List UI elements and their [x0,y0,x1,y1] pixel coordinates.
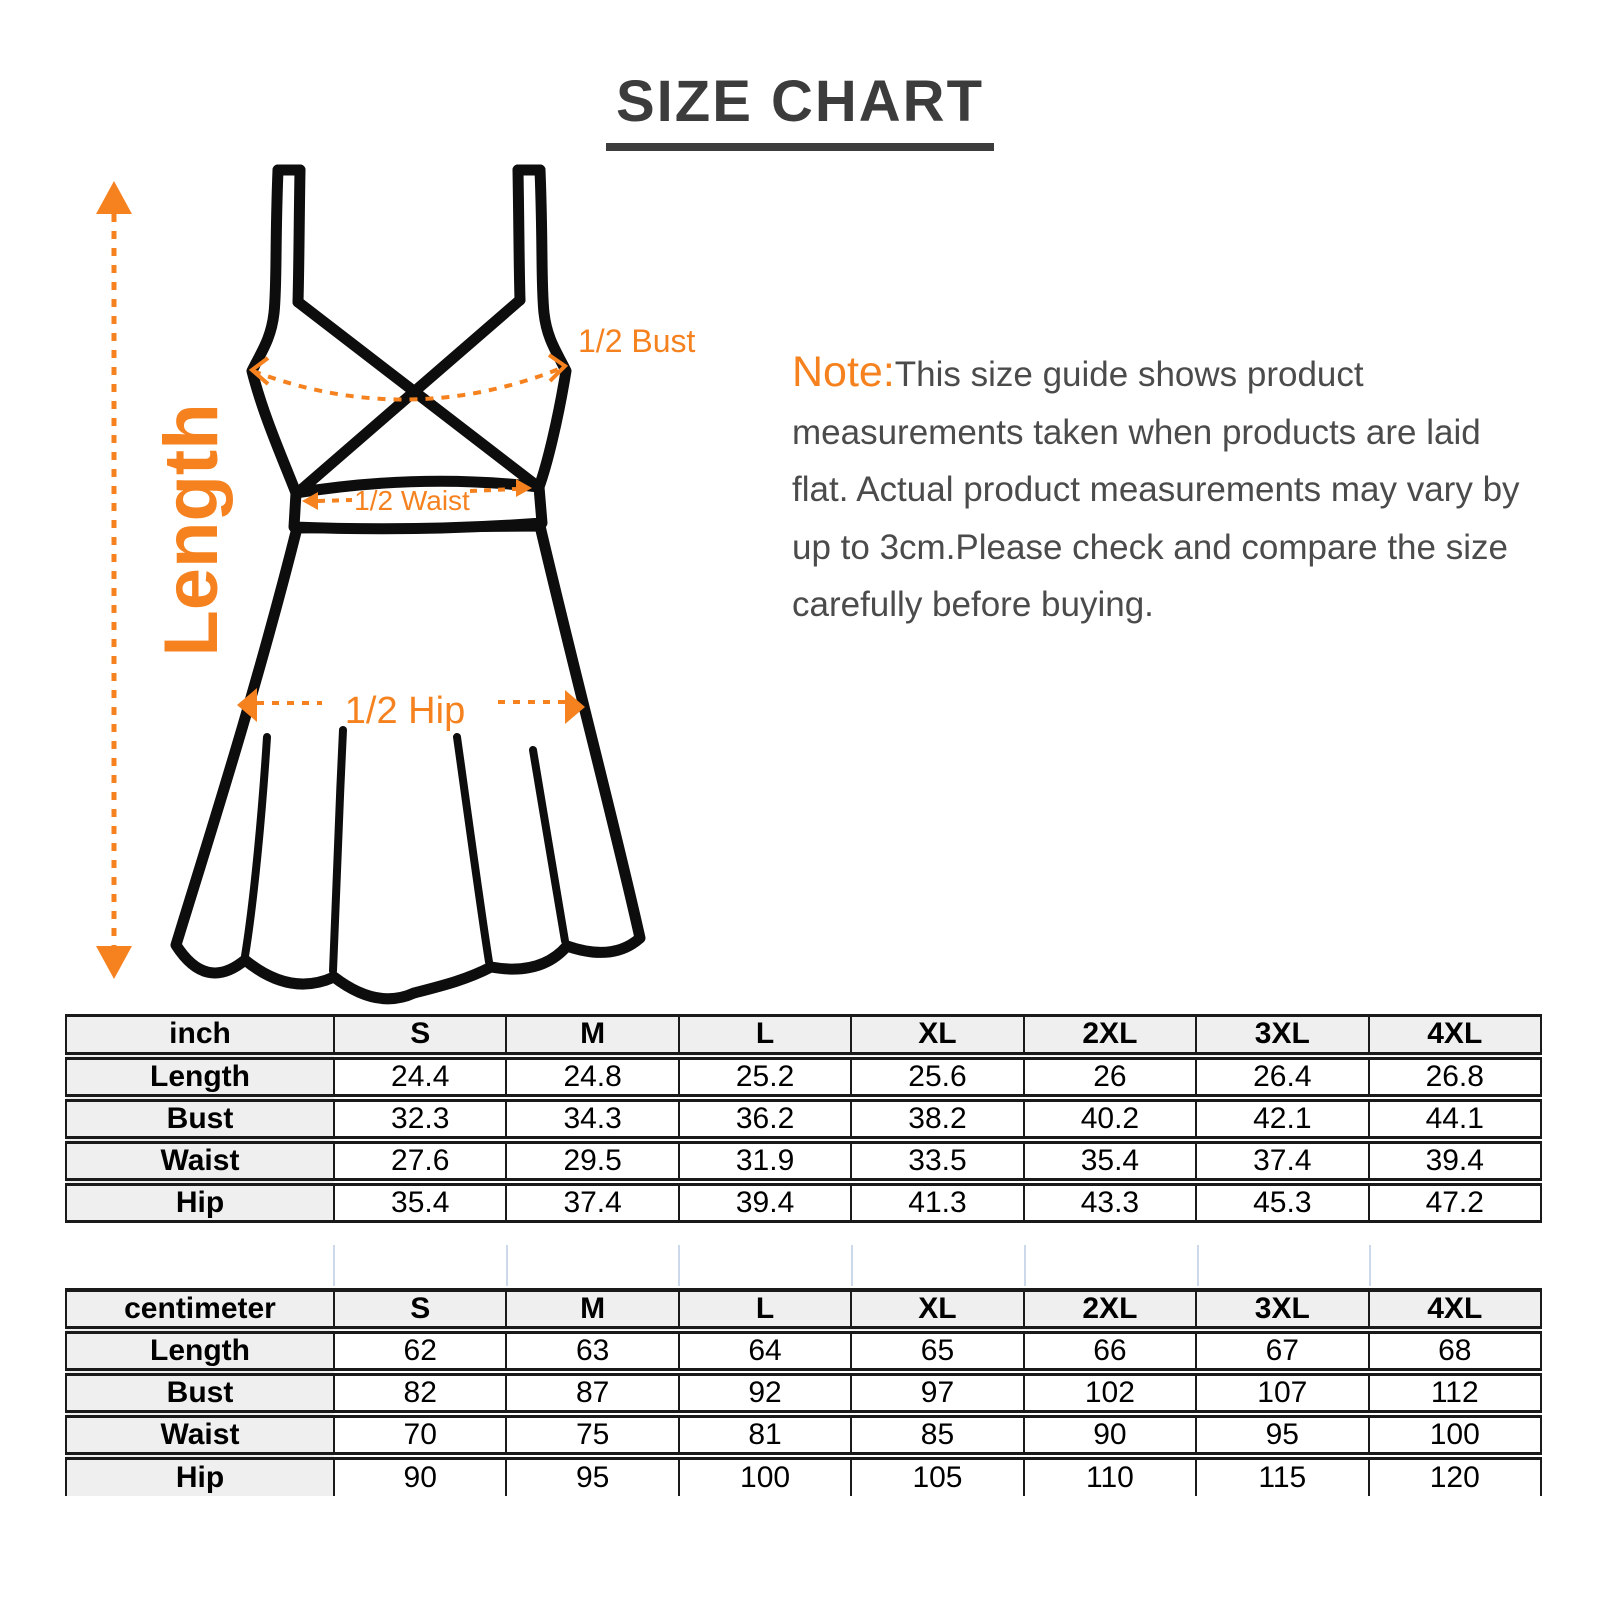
bust-label: 1/2 Bust [578,323,696,359]
unit-header-cell: inch [66,1016,334,1056]
size-header-cell: XL [851,1016,1023,1056]
note-paragraph [792,344,1544,634]
value-cell: 95 [506,1456,678,1496]
value-cell: 26.8 [1369,1056,1541,1098]
value-cell: 82 [334,1372,506,1414]
value-cell: 62 [334,1330,506,1372]
note-label: Note: [792,348,895,396]
header-row [66,1016,1541,1056]
value-cell: 115 [1196,1456,1368,1496]
page-header [0,68,1600,151]
value-cell: 41.3 [851,1182,1023,1222]
size-header-cell: 3XL [1196,1290,1368,1330]
size-header-cell: L [679,1290,851,1330]
value-cell: 34.3 [506,1098,678,1140]
row-label-cell: Hip [66,1456,334,1496]
value-cell: 43.3 [1024,1182,1196,1222]
page-title: SIZE CHART [606,68,994,151]
dress-outline [176,170,640,999]
table-row [66,1330,1541,1372]
value-cell: 75 [506,1414,678,1456]
left-strap-outer [252,170,296,493]
length-label: Length [149,403,235,657]
row-label-cell: Waist [66,1414,334,1456]
value-cell: 97 [851,1372,1023,1414]
value-cell: 26.4 [1196,1056,1368,1098]
column-guide-line [506,1245,508,1286]
column-guide-line [678,1245,680,1286]
value-cell: 107 [1196,1372,1368,1414]
value-cell: 35.4 [1024,1140,1196,1182]
size-header-cell: L [679,1016,851,1056]
value-cell: 68 [1369,1330,1541,1372]
value-cell: 90 [334,1456,506,1496]
value-cell: 37.4 [1196,1140,1368,1182]
size-header-cell: S [334,1290,506,1330]
arrow-up-icon [96,181,132,214]
value-cell: 24.4 [334,1056,506,1098]
column-guide-line [1024,1245,1026,1286]
value-cell: 81 [679,1414,851,1456]
value-cell: 45.3 [1196,1182,1368,1222]
column-guide-line [333,1245,335,1286]
value-cell: 31.9 [679,1140,851,1182]
size-header-cell: S [334,1016,506,1056]
value-cell: 67 [1196,1330,1368,1372]
table-spacer [0,1245,1600,1286]
table-row [66,1414,1541,1456]
value-cell: 112 [1369,1372,1541,1414]
value-cell: 38.2 [851,1098,1023,1140]
size-header-cell: M [506,1290,678,1330]
value-cell: 85 [851,1414,1023,1456]
inch-size-table [65,1014,1542,1223]
value-cell: 32.3 [334,1098,506,1140]
row-label-cell: Length [66,1056,334,1098]
value-cell: 25.6 [851,1056,1023,1098]
size-header-cell: 4XL [1369,1290,1541,1330]
size-header-cell: M [506,1016,678,1056]
row-label-cell: Length [66,1330,334,1372]
value-cell: 25.2 [679,1056,851,1098]
value-cell: 102 [1024,1372,1196,1414]
cm-table-body [66,1330,1541,1496]
value-cell: 27.6 [334,1140,506,1182]
value-cell: 120 [1369,1456,1541,1496]
value-cell: 35.4 [334,1182,506,1222]
arrow-down-icon [96,946,132,979]
unit-header-cell: centimeter [66,1290,334,1330]
value-cell: 26 [1024,1056,1196,1098]
dress-measurement-diagram [60,150,760,1020]
waist-label: 1/2 Waist [354,485,470,516]
value-cell: 37.4 [506,1182,678,1222]
right-strap-inner [518,170,520,300]
value-cell: 87 [506,1372,678,1414]
value-cell: 63 [506,1330,678,1372]
value-cell: 42.1 [1196,1098,1368,1140]
value-cell: 70 [334,1414,506,1456]
row-label-cell: Bust [66,1098,334,1140]
row-label-cell: Hip [66,1182,334,1222]
value-cell: 66 [1024,1330,1196,1372]
value-cell: 95 [1196,1414,1368,1456]
value-cell: 100 [679,1456,851,1496]
value-cell: 65 [851,1330,1023,1372]
column-guide-line [851,1245,853,1286]
table-row [66,1056,1541,1098]
row-label-cell: Waist [66,1140,334,1182]
table-row [66,1182,1541,1222]
value-cell: 44.1 [1369,1098,1541,1140]
size-header-cell: XL [851,1290,1023,1330]
header-row [66,1290,1541,1330]
left-strap-inner [298,170,300,302]
value-cell: 47.2 [1369,1182,1541,1222]
hip-label: 1/2 Hip [344,690,466,732]
table-row [66,1140,1541,1182]
value-cell: 24.8 [506,1056,678,1098]
value-cell: 110 [1024,1456,1196,1496]
value-cell: 90 [1024,1414,1196,1456]
size-header-cell: 2XL [1024,1290,1196,1330]
cm-table-header [66,1290,1541,1330]
value-cell: 36.2 [679,1098,851,1140]
column-guide-line [1197,1245,1199,1286]
inch-table-body [66,1056,1541,1222]
length-arrow [96,181,132,979]
value-cell: 39.4 [1369,1140,1541,1182]
value-cell: 39.4 [679,1182,851,1222]
table-row [66,1456,1541,1496]
row-label-cell: Bust [66,1372,334,1414]
note-body: This size guide shows product measurements taken when products are laid flat. Actual product measurements may vary by up to 3cm.Please check and compare the size carefully before buying. [792,355,1520,624]
centimeter-size-table [65,1288,1542,1496]
value-cell: 105 [851,1456,1023,1496]
inch-table-header [66,1016,1541,1056]
size-header-cell: 3XL [1196,1016,1368,1056]
table-row [66,1372,1541,1414]
size-header-cell: 4XL [1369,1016,1541,1056]
value-cell: 29.5 [506,1140,678,1182]
table-row [66,1098,1541,1140]
value-cell: 40.2 [1024,1098,1196,1140]
column-guide-line [1369,1245,1371,1286]
value-cell: 64 [679,1330,851,1372]
value-cell: 92 [679,1372,851,1414]
size-header-cell: 2XL [1024,1016,1196,1056]
right-strap-outer [539,170,566,487]
value-cell: 100 [1369,1414,1541,1456]
value-cell: 33.5 [851,1140,1023,1182]
